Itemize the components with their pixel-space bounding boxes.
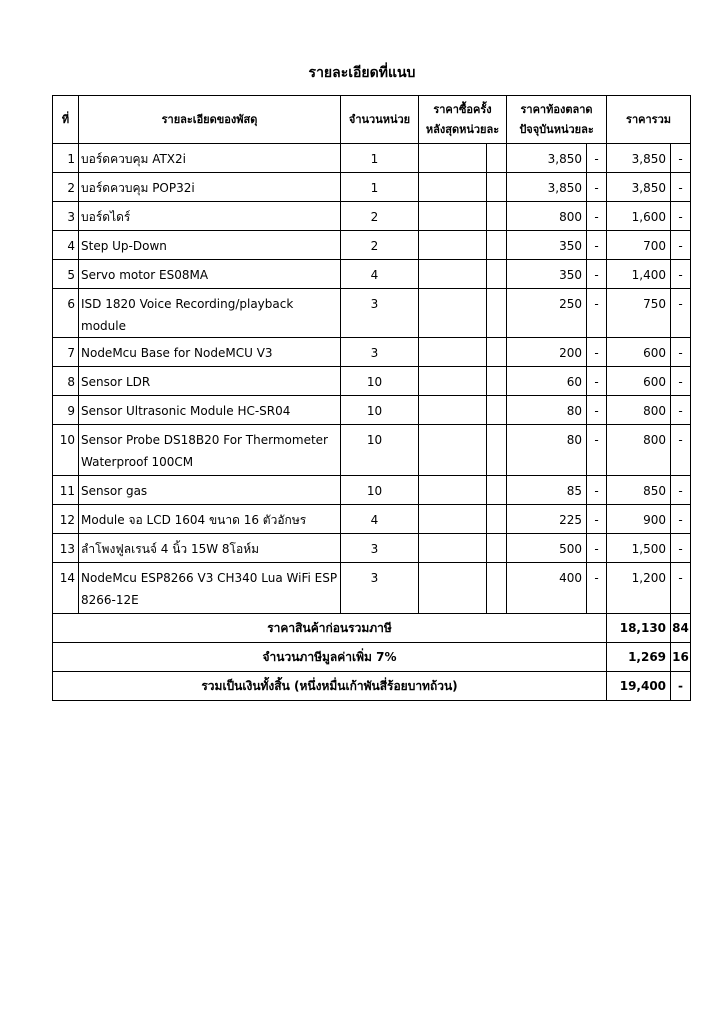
item-quantity: 3 <box>341 534 419 563</box>
header-total: ราคารวม <box>607 96 691 144</box>
item-number: 12 <box>53 505 79 534</box>
item-total-fraction: - <box>671 396 691 425</box>
item-description-line1: Sensor LDR <box>81 375 151 389</box>
item-quantity: 2 <box>341 202 419 231</box>
item-description-line1: Sensor Probe DS18B20 For Thermometer <box>81 433 328 447</box>
item-total: 600 <box>607 338 671 367</box>
unit-price: 3,850 <box>507 144 587 173</box>
item-description-line2: 8266-12E <box>81 593 139 607</box>
item-quantity: 10 <box>341 476 419 505</box>
item-description-line1: Step Up-Down <box>81 239 167 253</box>
unit-price-fraction: - <box>587 563 607 614</box>
subtotal-fraction: 84 <box>671 614 691 643</box>
item-quantity: 10 <box>341 425 419 476</box>
item-total: 750 <box>607 289 671 338</box>
item-number: 5 <box>53 260 79 289</box>
item-number: 9 <box>53 396 79 425</box>
table-row <box>53 505 691 534</box>
item-total-fraction: - <box>671 563 691 614</box>
unit-price: 60 <box>507 367 587 396</box>
vat-row <box>53 643 691 672</box>
subtotal-row <box>53 614 691 643</box>
item-quantity: 10 <box>341 396 419 425</box>
item-description-line1: บอร์ดควบคุม ATX2i <box>81 152 186 166</box>
unit-price-fraction: - <box>587 505 607 534</box>
item-description <box>79 476 341 505</box>
item-total: 800 <box>607 396 671 425</box>
subtotal-label: ราคาสินค้าก่อนรวมภาษี <box>53 614 607 643</box>
item-description-line1: ลำโพงฟูลเรนจ์ 4 นิ้ว 15W 8โอห์ม <box>81 542 260 556</box>
last-purchase-price <box>419 505 487 534</box>
item-number: 1 <box>53 144 79 173</box>
last-purchase-price <box>419 144 487 173</box>
item-description-line2: Waterproof 100CM <box>81 455 194 469</box>
table-row <box>53 173 691 202</box>
unit-price: 200 <box>507 338 587 367</box>
vat-value: 1,269 <box>607 643 671 672</box>
item-number: 6 <box>53 289 79 338</box>
grand-total-value: 19,400 <box>607 672 671 701</box>
unit-price-fraction: - <box>587 173 607 202</box>
last-purchase-price <box>419 289 487 338</box>
last-purchase-fraction <box>487 367 507 396</box>
table-row <box>53 260 691 289</box>
last-purchase-price <box>419 534 487 563</box>
item-description <box>79 144 341 173</box>
items-table <box>52 95 691 701</box>
item-description-line1: บอร์ดควบคุม POP32i <box>81 181 195 195</box>
item-description <box>79 202 341 231</box>
last-purchase-fraction <box>487 289 507 338</box>
item-total-fraction: - <box>671 202 691 231</box>
item-description <box>79 367 341 396</box>
last-purchase-fraction <box>487 563 507 614</box>
unit-price: 80 <box>507 425 587 476</box>
unit-price-fraction: - <box>587 289 607 338</box>
item-number: 11 <box>53 476 79 505</box>
item-description <box>79 505 341 534</box>
last-purchase-fraction <box>487 505 507 534</box>
item-number: 4 <box>53 231 79 260</box>
item-description <box>79 534 341 563</box>
last-purchase-fraction <box>487 231 507 260</box>
last-purchase-price <box>419 231 487 260</box>
unit-price: 400 <box>507 563 587 614</box>
header-quantity: จำนวนหน่วย <box>341 96 419 144</box>
last-purchase-fraction <box>487 260 507 289</box>
unit-price-fraction: - <box>587 144 607 173</box>
unit-price-fraction: - <box>587 534 607 563</box>
unit-price: 500 <box>507 534 587 563</box>
last-purchase-price <box>419 396 487 425</box>
last-purchase-fraction <box>487 425 507 476</box>
header-market-line2: ปัจจุบันหน่วยละ <box>519 122 594 136</box>
last-purchase-fraction <box>487 396 507 425</box>
item-description <box>79 260 341 289</box>
last-purchase-price <box>419 367 487 396</box>
last-purchase-price <box>419 425 487 476</box>
unit-price: 350 <box>507 231 587 260</box>
table-row <box>53 425 691 476</box>
item-total: 3,850 <box>607 144 671 173</box>
item-description <box>79 425 341 476</box>
header-market-line1: ราคาท้องตลาด <box>520 102 593 116</box>
last-purchase-fraction <box>487 173 507 202</box>
header-last-purchase-price <box>419 96 507 144</box>
last-purchase-fraction <box>487 202 507 231</box>
item-total: 900 <box>607 505 671 534</box>
last-purchase-fraction <box>487 144 507 173</box>
item-quantity: 3 <box>341 563 419 614</box>
unit-price: 350 <box>507 260 587 289</box>
item-total-fraction: - <box>671 260 691 289</box>
item-total: 1,500 <box>607 534 671 563</box>
item-total-fraction: - <box>671 534 691 563</box>
item-description <box>79 338 341 367</box>
item-quantity: 1 <box>341 144 419 173</box>
table-row <box>53 534 691 563</box>
table-row <box>53 289 691 338</box>
item-quantity: 2 <box>341 231 419 260</box>
item-quantity: 4 <box>341 505 419 534</box>
unit-price-fraction: - <box>587 425 607 476</box>
item-description-line1: NodeMcu ESP8266 V3 CH340 Lua WiFi ESP <box>81 571 338 585</box>
item-number: 2 <box>53 173 79 202</box>
item-total-fraction: - <box>671 425 691 476</box>
unit-price-fraction: - <box>587 202 607 231</box>
item-number: 3 <box>53 202 79 231</box>
item-description <box>79 231 341 260</box>
item-quantity: 1 <box>341 173 419 202</box>
header-market-price <box>507 96 607 144</box>
table-row <box>53 367 691 396</box>
item-description <box>79 289 341 338</box>
document-title: รายละเอียดที่แนบ <box>308 65 416 81</box>
last-purchase-fraction <box>487 338 507 367</box>
unit-price: 80 <box>507 396 587 425</box>
item-description-line1: ISD 1820 Voice Recording/playback module <box>81 297 294 333</box>
table-header-row <box>53 96 691 144</box>
item-description <box>79 173 341 202</box>
vat-label: จำนวนภาษีมูลค่าเพิ่ม 7% <box>53 643 607 672</box>
grand-total-row <box>53 672 691 701</box>
last-purchase-price <box>419 476 487 505</box>
item-number: 13 <box>53 534 79 563</box>
item-total: 600 <box>607 367 671 396</box>
item-description-line1: Servo motor ES08MA <box>81 268 209 282</box>
unit-price: 85 <box>507 476 587 505</box>
unit-price: 800 <box>507 202 587 231</box>
item-total-fraction: - <box>671 231 691 260</box>
table-row <box>53 476 691 505</box>
unit-price-fraction: - <box>587 338 607 367</box>
unit-price-fraction: - <box>587 367 607 396</box>
unit-price-fraction: - <box>587 231 607 260</box>
table-row <box>53 338 691 367</box>
item-description <box>79 396 341 425</box>
item-number: 8 <box>53 367 79 396</box>
header-no: ที่ <box>53 96 79 144</box>
table-row <box>53 202 691 231</box>
vat-fraction: 16 <box>671 643 691 672</box>
header-last-purchase-line1: ราคาซื้อครั้ง <box>433 102 492 116</box>
item-quantity: 3 <box>341 289 419 338</box>
unit-price-fraction: - <box>587 260 607 289</box>
item-total: 1,200 <box>607 563 671 614</box>
item-description-line1: Sensor Ultrasonic Module HC-SR04 <box>81 404 291 418</box>
unit-price-fraction: - <box>587 476 607 505</box>
table-row <box>53 144 691 173</box>
item-quantity: 4 <box>341 260 419 289</box>
table-row <box>53 563 691 614</box>
header-description: รายละเอียดของพัสดุ <box>79 96 341 144</box>
item-number: 7 <box>53 338 79 367</box>
item-description <box>79 563 341 614</box>
item-number: 14 <box>53 563 79 614</box>
last-purchase-fraction <box>487 476 507 505</box>
last-purchase-price <box>419 202 487 231</box>
item-total: 1,600 <box>607 202 671 231</box>
item-total: 700 <box>607 231 671 260</box>
unit-price-fraction: - <box>587 396 607 425</box>
item-total-fraction: - <box>671 367 691 396</box>
unit-price: 3,850 <box>507 173 587 202</box>
item-total-fraction: - <box>671 476 691 505</box>
table-body <box>53 144 691 614</box>
item-total-fraction: - <box>671 289 691 338</box>
item-number: 10 <box>53 425 79 476</box>
table-row <box>53 231 691 260</box>
header-last-purchase-line2: หลังสุดหน่วยละ <box>425 122 500 136</box>
item-total: 850 <box>607 476 671 505</box>
last-purchase-price <box>419 173 487 202</box>
item-description-line1: NodeMcu Base for NodeMCU V3 <box>81 346 273 360</box>
last-purchase-price <box>419 260 487 289</box>
item-description-line1: Module จอ LCD 1604 ขนาด 16 ตัวอักษร <box>81 513 307 527</box>
unit-price: 250 <box>507 289 587 338</box>
item-quantity: 3 <box>341 338 419 367</box>
last-purchase-price <box>419 563 487 614</box>
grand-total-label: รวมเป็นเงินทั้งสิ้น (หนึ่งหมื่นเก้าพันสี่ร้อยบาทถ้วน) <box>53 672 607 701</box>
last-purchase-price <box>419 338 487 367</box>
item-total: 3,850 <box>607 173 671 202</box>
grand-total-fraction: - <box>671 672 691 701</box>
last-purchase-fraction <box>487 534 507 563</box>
item-description-line1: บอร์ดไดร์ <box>81 210 131 224</box>
subtotal-value: 18,130 <box>607 614 671 643</box>
item-total: 800 <box>607 425 671 476</box>
item-total-fraction: - <box>671 505 691 534</box>
item-total-fraction: - <box>671 338 691 367</box>
item-total-fraction: - <box>671 144 691 173</box>
item-description-line1: Sensor gas <box>81 484 148 498</box>
table-row <box>53 396 691 425</box>
item-total-fraction: - <box>671 173 691 202</box>
unit-price: 225 <box>507 505 587 534</box>
item-quantity: 10 <box>341 367 419 396</box>
item-total: 1,400 <box>607 260 671 289</box>
